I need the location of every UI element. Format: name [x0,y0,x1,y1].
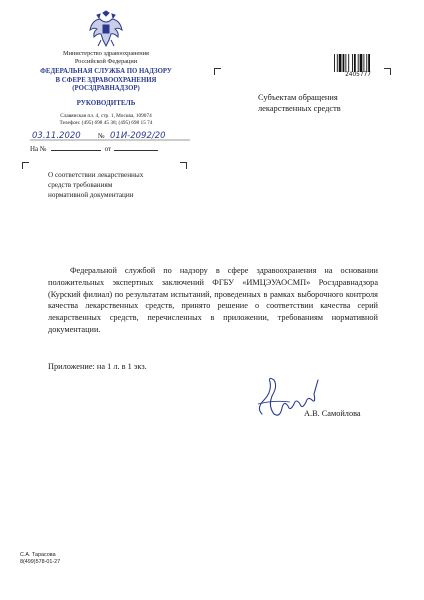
service-line-1: ФЕДЕРАЛЬНАЯ СЛУЖБА ПО НАДЗОРУ [40,68,172,75]
barcode-bar [363,54,364,72]
barcode-bar [358,54,359,72]
barcode-bar [352,54,353,72]
recipient-bracket-left [214,68,221,75]
subject-line-2: средств требованиям [48,180,113,189]
recipient-line-2: лекарственных средств [258,104,341,114]
letter-subject [48,171,143,201]
signer-name: А.В. Самойлова [304,409,361,418]
recipient-line-1: Субъектам обращения [258,93,338,102]
phone: Телефон: (495) 698 45 38; (495) 698 15 74 [59,120,153,127]
barcode-bar [339,54,342,72]
registration-date: 03.11.2020 [32,131,81,141]
service-name [22,68,190,94]
subject-bracket-left [22,162,29,169]
executor-block [20,552,60,567]
coat-of-arms-eagle-icon [88,10,124,50]
barcode-bar [343,54,345,72]
barcode-bar [366,54,367,72]
address: Славянская пл. 4, стр. 1, Москва, 109074 [60,113,152,119]
barcode-bar [360,54,363,72]
reference-date-blank [114,144,158,151]
barcode-bar [337,54,338,72]
subject-line-1: О соответствии лекарственных [48,171,144,179]
barcode-bar [345,54,346,72]
appendix-note: Приложение: на 1 л. в 1 экз. [48,362,147,371]
registration-line [30,128,190,142]
barcode-bar [354,54,356,72]
reference-from-label: от [104,145,112,153]
reference-line [30,144,158,153]
recipient-bracket-right [384,68,391,75]
ministry-line-2: Российской Федерации [74,57,138,65]
letter-body: Федеральной службой по надзору в сфере здравоохранения на основании положительных экспертных заключений ФГБУ «ИМЦЭУАОСМП» Росздравнадзора (Курский филиал) по результатам испытаний, проведенных в рамках выборочного контроля качества лекарственных средств, принято решение о соответствии качества серий лекарственных средств, перечисленных в приложении, требованиям нормативной документации. [48,266,378,334]
barcode-bar [334,54,335,72]
barcode-bar [348,54,349,72]
executor-phone: 8(499)578-01-27 [20,559,61,566]
head-title: РУКОВОДИТЕЛЬ [76,99,136,107]
registration-number-sign: № [98,132,105,140]
address-block [22,113,190,127]
recipient-block [258,92,341,115]
service-line-2: В СФЕРЕ ЗДРАВООХРАНЕНИЯ [55,76,157,84]
barcode-bar [368,54,370,72]
reference-number-blank [51,144,101,151]
reference-label: На № [30,145,47,153]
service-line-3: (РОСЗДРАВНАДЗОР) [72,85,140,93]
registration-number: 01И-2092/20 [110,131,166,141]
ministry-name [22,50,190,66]
barcode-number: 2405777 [345,72,371,78]
executor-name: С.А. Тарасова [20,552,56,558]
barcode [334,54,382,72]
subject-line-3: нормативной документации [48,190,134,199]
ministry-line-1: Министерство здравоохранения [63,50,149,57]
subject-bracket-right [180,162,187,169]
